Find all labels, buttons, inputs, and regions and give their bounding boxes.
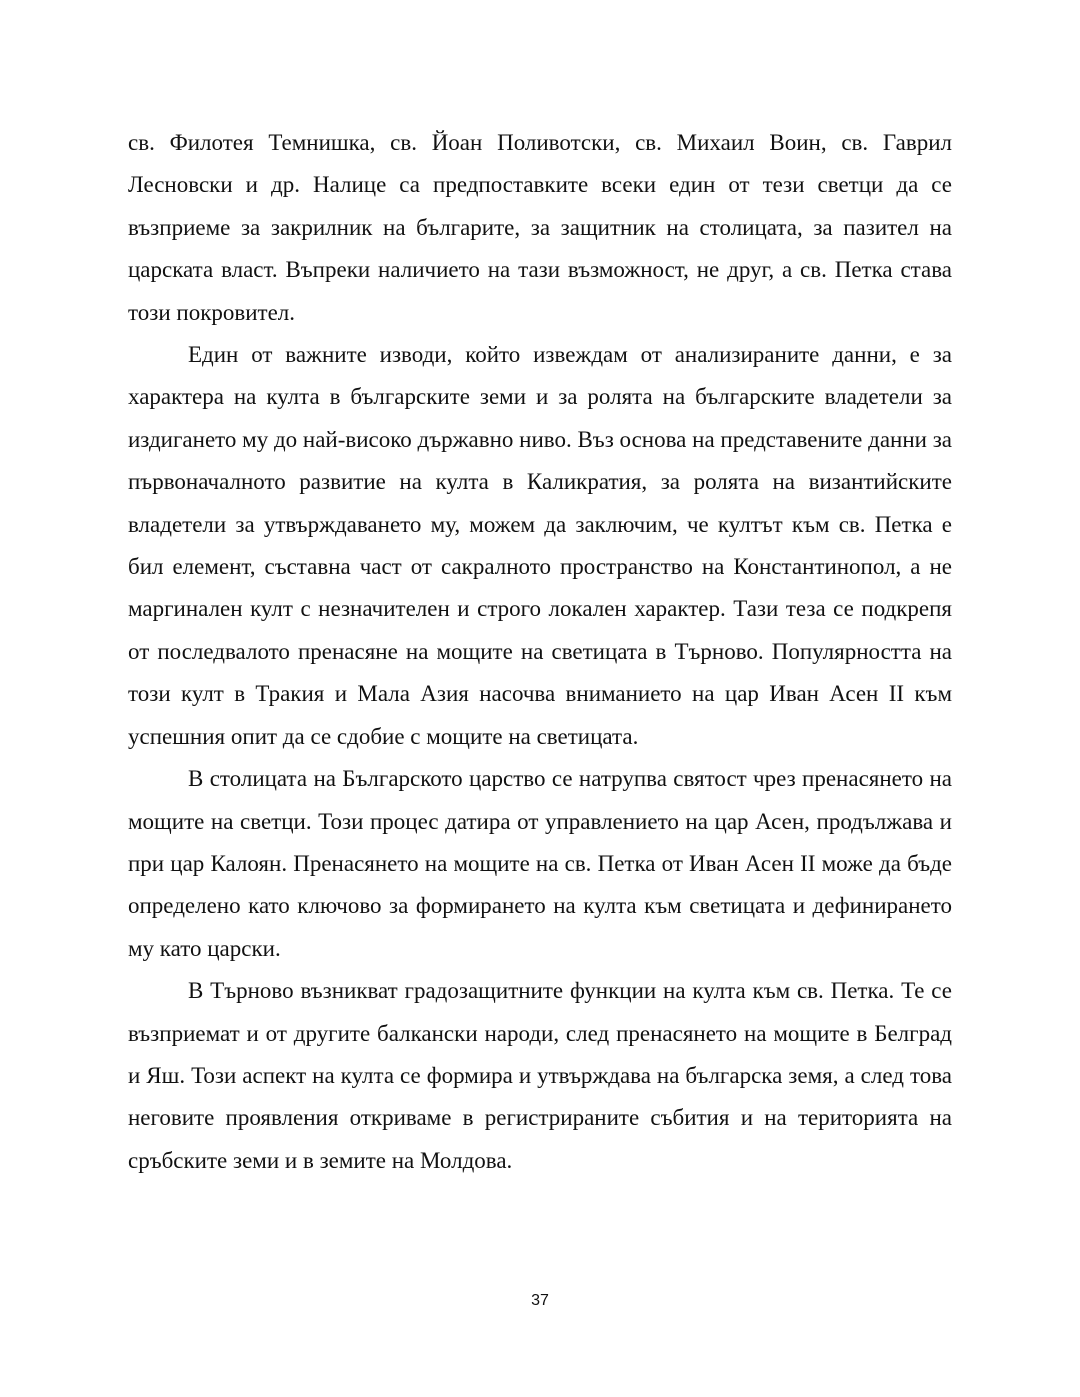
paragraph-1: св. Филотея Темнишка, св. Йоан Поливотски, св. Михаил Воин, св. Гаврил Лесновски и др. Налице са предпоставките всеки един от тези светци да се възприеме за закрилник на българите, за защитник на столицата, за пазител на царската власт. Въпреки наличието на тази възможност, не друг, а св. Петка става този покровител.	[128, 130, 952, 325]
page-number: 37	[531, 1292, 549, 1309]
paragraph-2: Един от важните изводи, който извеждам от анализираните данни, е за характера на култа в българските земи и за ролята на българските владетели за издигането му до най-високо държавно ниво. Въз основа на представените данни за първоначалното развитие на култа в Каликратия, за ролята на византийските владетели за утвърждаването му, можем да заключим, че култът към св. Петка е бил елемент, съставна част от сакралното пространство на Константинопол, а не маргинален култ с незначителен и строго локален характер. Тази теза се подкрепя от последвалото пренасяне на мощите на светицата в Търново. Популярността на този култ в Тракия и Мала Азия насочва вниманието на цар Иван Асен II към успешния опит да се сдобие с мощите на светицата.	[128, 342, 953, 749]
paragraph-4: В Търново възникват градозащитните функции на култа към св. Петка. Те се възприемат и от другите балкански народи, след пренасянето на мощите в Белград и Яш. Този аспект на култа се формира и утвърждава на българска земя, а след това неговите проявления откриваме в регистрираните събития и на територията на сръбските земи и в земите на Молдова.	[128, 978, 952, 1173]
paragraph-3: В столицата на Българското царство се натрупва святост чрез пренасянето на мощите на светци. Този процес датира от управлението на цар Асен, продължава и при цар Калоян. Пренасянето на мощите на св. Петка от Иван Асен II може да бъде определено като ключово за формирането на култа към светицата и дефинирането му като царски.	[128, 766, 952, 961]
body-text	[128, 122, 952, 1182]
